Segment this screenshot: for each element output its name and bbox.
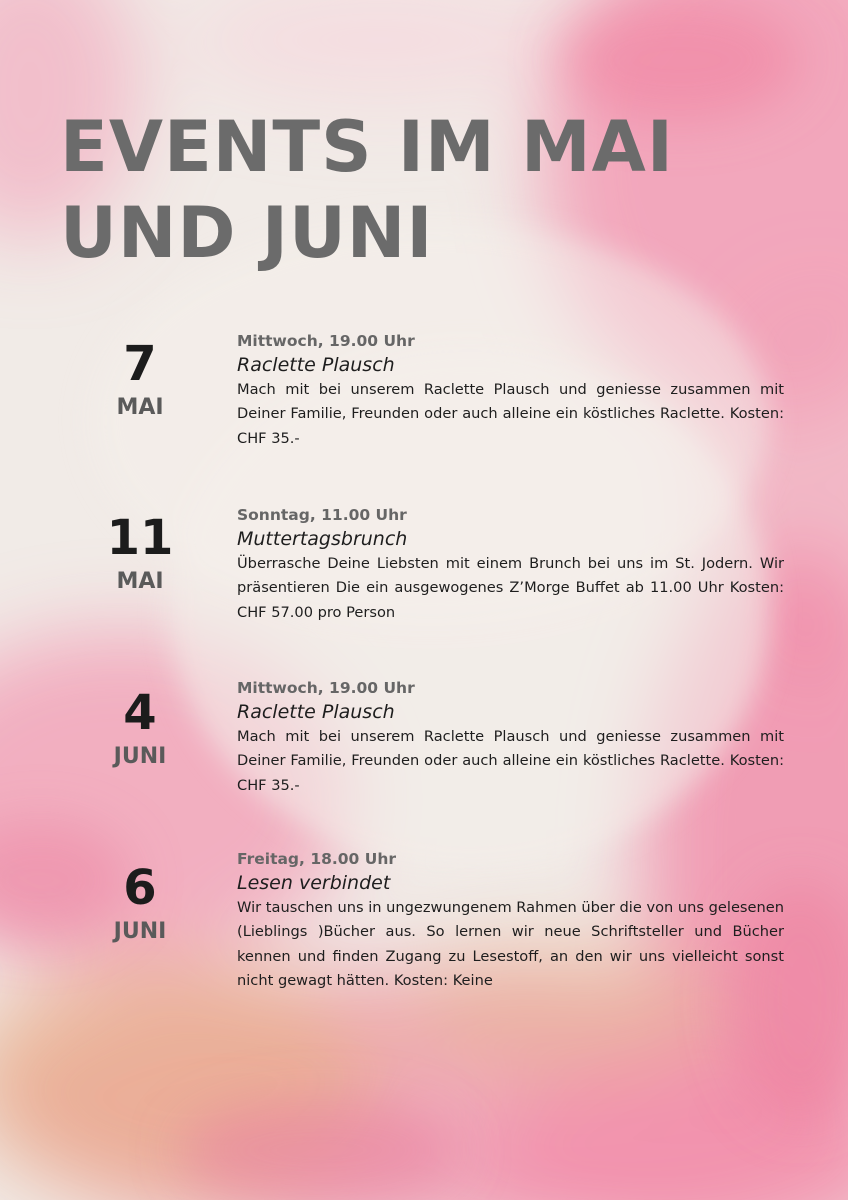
event-info xyxy=(237,504,784,625)
event-month: MAI xyxy=(116,569,164,594)
event-info xyxy=(237,848,784,994)
event-day: 4 xyxy=(123,685,157,741)
event-month: JUNI xyxy=(113,919,167,944)
event-name: Muttertagsbrunch xyxy=(237,528,408,550)
event-month: MAI xyxy=(116,395,164,420)
event-time: Mittwoch, 19.00 Uhr xyxy=(237,679,415,697)
event-day: 11 xyxy=(106,510,174,566)
event-description: Mach mit bei unserem Raclette Plausch und geniesse zusammen mit Deiner Familie, Freunden oder auch alleine ein köstliches Raclette. Kosten: CHF 35.- xyxy=(237,728,784,794)
event-info xyxy=(237,677,784,798)
event-info xyxy=(237,330,784,451)
event-name: Raclette Plausch xyxy=(237,354,395,376)
page-title: EVENTS IM MAI UND JUNI xyxy=(60,106,674,274)
event-date xyxy=(80,687,200,771)
event-date xyxy=(80,862,200,946)
event-month: JUNI xyxy=(113,744,167,769)
event-date xyxy=(80,338,200,422)
event-description: Mach mit bei unserem Raclette Plausch und geniesse zusammen mit Deiner Familie, Freunden oder auch alleine ein köstliches Raclette. Kosten: CHF 35.- xyxy=(237,381,784,447)
event-day: 6 xyxy=(123,860,157,916)
event-description: Überrasche Deine Liebsten mit einem Brunch bei uns im St. Jodern. Wir präsentieren Die ein ausgewogenes Z’Morge Buffet ab 11.00 Uhr Kosten: CHF 57.00 pro Person xyxy=(237,555,784,621)
event-name: Lesen verbindet xyxy=(237,872,391,894)
event-name: Raclette Plausch xyxy=(237,701,395,723)
event-day: 7 xyxy=(123,336,157,392)
event-time: Sonntag, 11.00 Uhr xyxy=(237,506,407,524)
event-time: Freitag, 18.00 Uhr xyxy=(237,850,397,868)
event-date xyxy=(80,512,200,596)
event-description: Wir tauschen uns in ungezwungenem Rahmen über die von uns gelesenen (Lieblings )Bücher aus. So lernen wir neue Schriftsteller und Bücher kennen und finden Zugang zu Lesestoff, an den wir uns vielleicht sonst nicht gewagt hätten. Kosten: Keine xyxy=(237,899,784,990)
event-time: Mittwoch, 19.00 Uhr xyxy=(237,332,415,350)
